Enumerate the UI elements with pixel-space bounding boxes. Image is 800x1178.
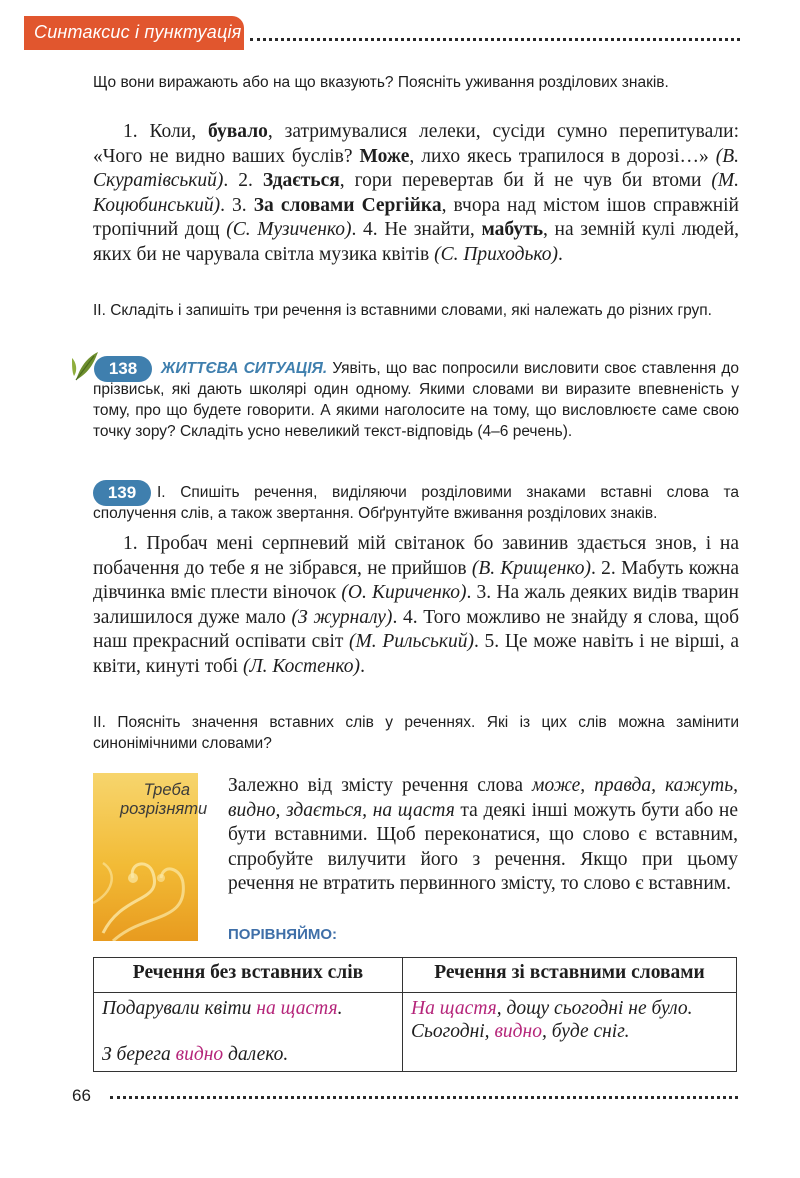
- rule-box-label: Треба розрізняти: [120, 781, 208, 818]
- column-header-with: Речення зі вставними словами: [403, 958, 737, 993]
- ex137-task2: II. Складіть і запишіть три речення із вставними словами, які належать до різних груп.: [93, 302, 712, 319]
- section-header-tab: [24, 16, 244, 50]
- table-header-row: [94, 958, 737, 993]
- exercise-139-badge: 139: [93, 480, 151, 506]
- table-cell-without: Подарували квіти на щастя. З берега видно далеко.: [94, 993, 403, 1072]
- exercise-138-badge: 138: [94, 356, 152, 382]
- section-title: Синтаксис і пунктуація: [34, 22, 242, 42]
- compare-label: ПОРІВНЯЙМО:: [228, 926, 338, 943]
- ex139-task1: I. Спишіть речення, виділяючи розділовими знаками вставні слова та сполучення слів, а також звертання. Обґрунтуйте вживання розділових знаків.: [93, 484, 739, 522]
- page-number: 66: [72, 1086, 91, 1105]
- comparison-table: [93, 957, 737, 1072]
- rule-side-box: [93, 773, 208, 941]
- ex139-sentences: 1. Пробач мені серпневий мій світанок бо завинив здається знов, і на побачення до тебе я не зібрався, не прийшов (В. Крищенко). 2. Мабуть кожна дівчинка вміє плести віночок (О. Кириченко). 3. На жаль деяких видів тварин залишилося дуже мало (З журналу). 4. Того можливо не знайду я слова, щоб наш прекрасний оспівати світ (М. Рильський). 5. Це може навіть і не вірші, а квіти, кинуті тобі (Л. Костенко).: [93, 533, 740, 677]
- table-row: [94, 993, 737, 1072]
- intro-question: Що вони виражають або на що вказують? Поясніть уживання розділових знаків.: [93, 74, 669, 91]
- table-cell-with: На щастя, дощу сьогодні не було. Сьогодні, видно, буде сніг.: [403, 993, 737, 1072]
- header-dotted-rule: [250, 38, 740, 41]
- rule-text: Залежно від змісту речення слова може, правда, кажуть, видно, здається, на щастя та деякі інші можуть бути або не бути вставними. Щоб переконатися, що слово є вставним, спробуйте вилучити його з речення. Якщо при цьому речення не втратить первинного змісту, то слово є вставним.: [228, 775, 738, 894]
- ornament-swirl-icon: [93, 833, 198, 941]
- column-header-without: Речення без вставних слів: [94, 958, 403, 993]
- ex138-text: ЖИТТЄВА СИТУАЦІЯ. Уявіть, що вас попросили висловити своє ставлення до прізвиськ, які дають школярі один одному. Якими словами ви виразите впевненість у тому, про що будете говорити. А якими наголосите на тому, що висловлюєте саме свою точку зору? Складіть усно невеликий текст-відповідь (4–6 речень).: [93, 360, 739, 440]
- ex139-task2: II. Поясніть значення вставних слів у реченнях. Які із цих слів можна замінити синонімічними словами?: [93, 714, 739, 752]
- ex137-sentences: 1. Коли, бувало, затримувалися лелеки, сусіди сумно перепитували: «Чого не видно ваших буслів? Може, лихо якесь трапилося в дорозі…» (В. Скуратівський). 2. Здається, гори перевертав би й не чув би втоми (М. Коцюбинський). 3. За словами Сергійка, вчора над містом ішов справжній тропічний дощ (С. Музиченко). 4. Не знайти, мабуть, на земній кулі людей, яких би не чарувала світла музика квітів (С. Приходько).: [93, 121, 740, 265]
- footer-dotted-rule: [110, 1096, 738, 1099]
